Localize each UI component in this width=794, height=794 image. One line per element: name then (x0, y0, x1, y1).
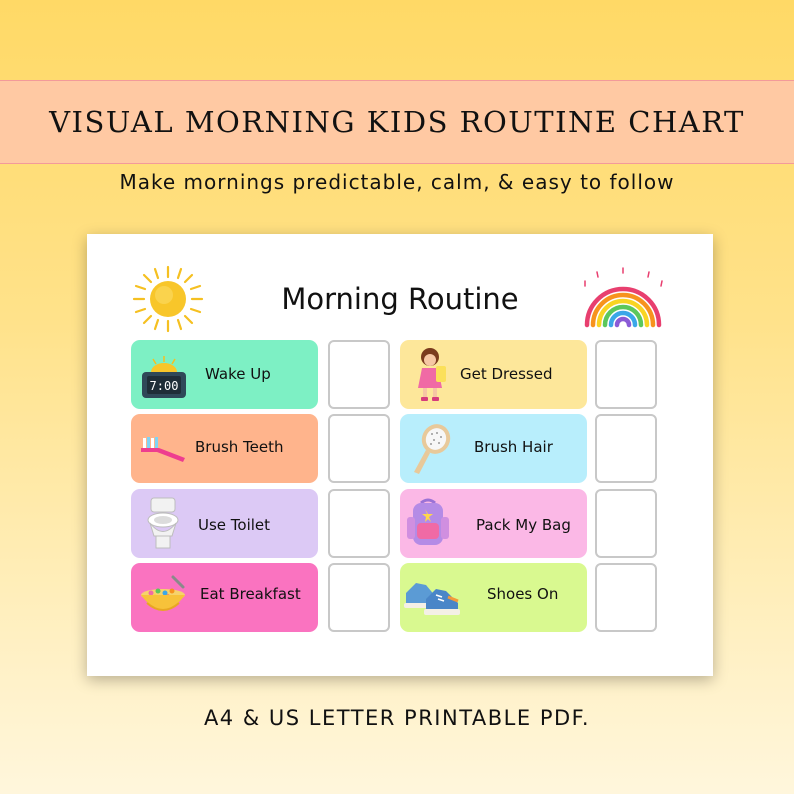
task-label: Get Dressed (460, 365, 553, 383)
task-shoes-on (400, 563, 587, 632)
alarm-clock-icon (139, 354, 189, 402)
cereal-bowl-icon (137, 573, 189, 621)
task-brush-hair (400, 414, 587, 483)
checkbox-use-toilet[interactable] (328, 489, 390, 558)
checkbox-wake-up[interactable] (328, 340, 390, 409)
task-use-toilet (131, 489, 318, 558)
task-label: Wake Up (205, 365, 271, 383)
checkbox-brush-teeth[interactable] (328, 414, 390, 483)
checkbox-eat-breakfast[interactable] (328, 563, 390, 632)
task-pack-my-bag (400, 489, 587, 558)
task-label: Eat Breakfast (200, 585, 301, 603)
task-get-dressed (400, 340, 587, 409)
backpack-icon (403, 497, 453, 551)
task-label: Shoes On (487, 585, 559, 603)
sneakers-icon (402, 575, 464, 617)
task-label: Pack My Bag (476, 516, 571, 534)
task-label: Use Toilet (198, 516, 271, 534)
rainbow-icon (577, 267, 669, 331)
footer-text: A4 & US LETTER PRINTABLE PDF. (203, 706, 591, 730)
task-wake-up (131, 340, 318, 409)
routine-chart-sheet (87, 234, 713, 676)
checkbox-shoes-on[interactable] (595, 563, 657, 632)
sheet-title: Morning Routine (281, 282, 519, 316)
title-banner (0, 80, 794, 164)
page-title: VISUAL MORNING KIDS ROUTINE CHART (49, 105, 745, 139)
toilet-icon (145, 496, 181, 552)
checkbox-get-dressed[interactable] (595, 340, 657, 409)
hairbrush-icon (410, 422, 452, 476)
clock-display-text: 7:00 (149, 379, 179, 393)
page-subtitle: Make mornings predictable, calm, & easy to follow (119, 170, 675, 194)
task-eat-breakfast (131, 563, 318, 632)
checkbox-brush-hair[interactable] (595, 414, 657, 483)
task-label: Brush Teeth (195, 438, 284, 456)
task-label: Brush Hair (474, 438, 553, 456)
toothbrush-icon (139, 430, 187, 464)
checkbox-pack-my-bag[interactable] (595, 489, 657, 558)
girl-dressing-icon (414, 346, 448, 404)
task-brush-teeth (131, 414, 318, 483)
